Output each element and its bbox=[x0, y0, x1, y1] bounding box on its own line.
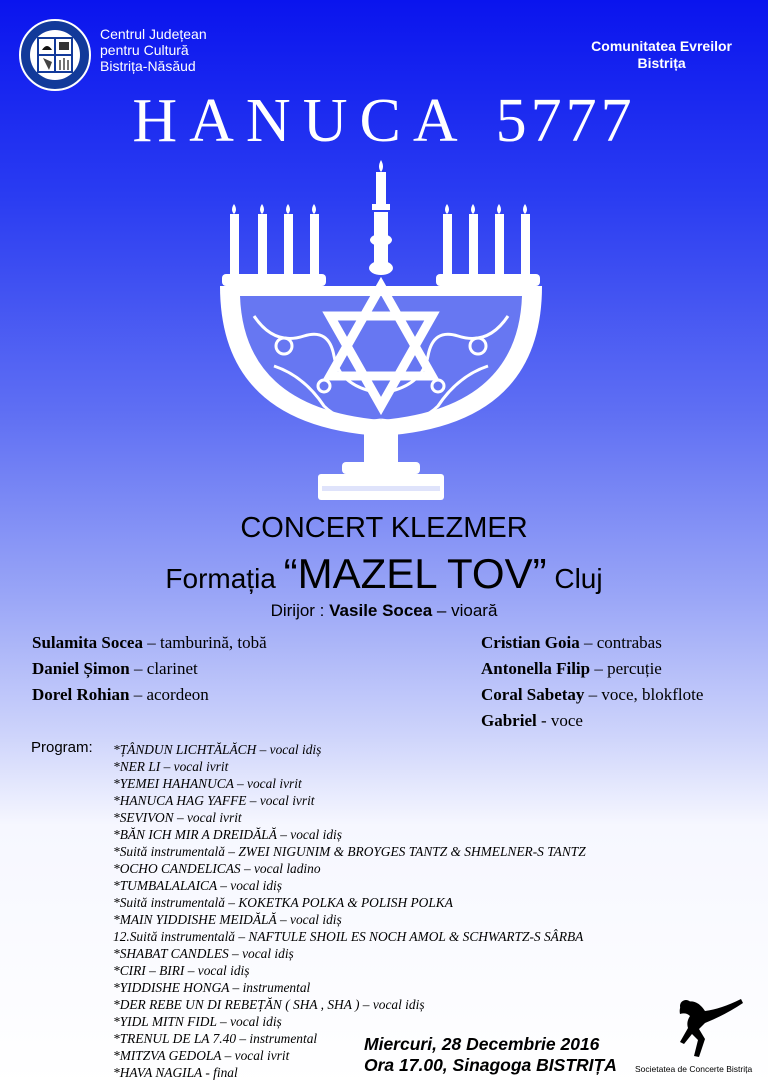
program-item: *BĂN ICH MIR A DREIDĂLĂ – vocal idiș bbox=[113, 827, 342, 842]
event-time-place: Ora 17.00, Sinagoga BISTRIȚA bbox=[364, 1055, 617, 1075]
member-name: Cristian Goia bbox=[481, 633, 580, 652]
members-right-list bbox=[481, 630, 703, 734]
logo-line-1: Centrul Județean bbox=[100, 26, 207, 42]
program-item: *CIRI – BIRI – vocal idiș bbox=[113, 963, 250, 978]
program-item: *MAIN YIDDISHE MEIDĂLĂ – vocal idiș bbox=[113, 912, 342, 927]
dancer-silhouette-logo bbox=[668, 996, 756, 1064]
event-date: Miercuri, 28 Decembrie 2016 bbox=[364, 1034, 600, 1054]
band-name: “MAZEL TOV” bbox=[283, 550, 547, 597]
program-item: *Suită instrumentală – ZWEI NIGUNIM & BROYGES TANTZ & SHMELNER-S TANTZ bbox=[113, 844, 586, 859]
member-name: Dorel Rohian bbox=[32, 685, 130, 704]
band-prefix: Formația bbox=[165, 563, 276, 594]
cultural-center-seal-logo bbox=[18, 18, 92, 92]
member-item bbox=[32, 656, 267, 682]
event-details bbox=[364, 1034, 617, 1076]
member-name: Antonella Filip bbox=[481, 659, 591, 678]
conductor-role: – vioară bbox=[436, 601, 498, 620]
cultural-center-name bbox=[100, 26, 207, 74]
title-word: HANUCA bbox=[132, 87, 470, 155]
member-item bbox=[481, 682, 703, 708]
band-line bbox=[0, 550, 768, 598]
menorah-illustration bbox=[214, 156, 554, 508]
member-role: – tamburină, tobă bbox=[147, 633, 267, 652]
program-list bbox=[113, 741, 586, 1081]
member-role: – voce, blokflote bbox=[588, 685, 704, 704]
conductor-name: Vasile Socea bbox=[329, 601, 433, 620]
community-line-1: Comunitatea Evreilor bbox=[591, 38, 732, 54]
organizer-name: Societatea de Concerte Bistrița bbox=[635, 1064, 753, 1074]
member-role: – percuție bbox=[594, 659, 662, 678]
conductor-label: Dirijor : bbox=[270, 601, 325, 620]
member-item bbox=[481, 630, 703, 656]
program-item: *SHABAT CANDLES – vocal idiș bbox=[113, 946, 294, 961]
concert-heading: CONCERT KLEZMER bbox=[240, 512, 528, 544]
member-role: – clarinet bbox=[134, 659, 198, 678]
program-item: *NER LI – vocal ivrit bbox=[113, 759, 229, 774]
members-left-list bbox=[32, 630, 267, 708]
program-label: Program: bbox=[31, 739, 93, 756]
band-city: Cluj bbox=[554, 563, 603, 594]
title-year: 5777 bbox=[495, 87, 636, 155]
program-item: *DER REBE UN DI REBEȚĂN ( SHA , SHA ) – vocal idiș bbox=[113, 997, 425, 1012]
page-title bbox=[0, 86, 768, 157]
logo-line-2: pentru Cultură bbox=[100, 42, 189, 58]
member-item bbox=[481, 708, 703, 734]
community-name bbox=[591, 38, 732, 72]
program-item: *MITZVA GEDOLA – vocal ivrit bbox=[113, 1048, 290, 1063]
member-item bbox=[32, 682, 267, 708]
logo-line-3: Bistrița-Năsăud bbox=[100, 58, 196, 74]
member-item bbox=[32, 630, 267, 656]
program-item: *TUMBALALAICA – vocal idiș bbox=[113, 878, 282, 893]
member-item bbox=[481, 656, 703, 682]
member-name: Daniel Șimon bbox=[32, 659, 130, 678]
program-item: *HAVA NAGILA - final bbox=[113, 1065, 238, 1080]
program-item: *YIDDISHE HONGA – instrumental bbox=[113, 980, 311, 995]
conductor-line bbox=[0, 601, 768, 621]
member-name: Sulamita Socea bbox=[32, 633, 143, 652]
member-role: – contrabas bbox=[583, 633, 662, 652]
program-item: *ȚÂNDUN LICHTĂLĂCH – vocal idiș bbox=[113, 742, 322, 757]
member-name: Coral Sabetay bbox=[481, 685, 585, 704]
program-item: *SEVIVON – vocal ivrit bbox=[113, 810, 242, 825]
program-item: *Suită instrumentală – KOKETKA POLKA & POLISH POLKA bbox=[113, 895, 453, 910]
program-item: *YEMEI HAHANUCA – vocal ivrit bbox=[113, 776, 302, 791]
member-role: - voce bbox=[540, 711, 583, 730]
member-name: Gabriel bbox=[481, 711, 537, 730]
program-item: *OCHO CANDELICAS – vocal ladino bbox=[113, 861, 321, 876]
program-item: *HANUCA HAG YAFFE – vocal ivrit bbox=[113, 793, 315, 808]
community-line-2: Bistrița bbox=[637, 55, 686, 71]
program-item: *TRENUL DE LA 7.40 – instrumental bbox=[113, 1031, 318, 1046]
program-item: 12.Suită instrumentală – NAFTULE SHOIL ES NOCH AMOL & SCHWARTZ-S SÂRBA bbox=[113, 929, 584, 944]
program-item: *YIDL MITN FIDL – vocal idiș bbox=[113, 1014, 282, 1029]
member-role: – acordeon bbox=[133, 685, 209, 704]
